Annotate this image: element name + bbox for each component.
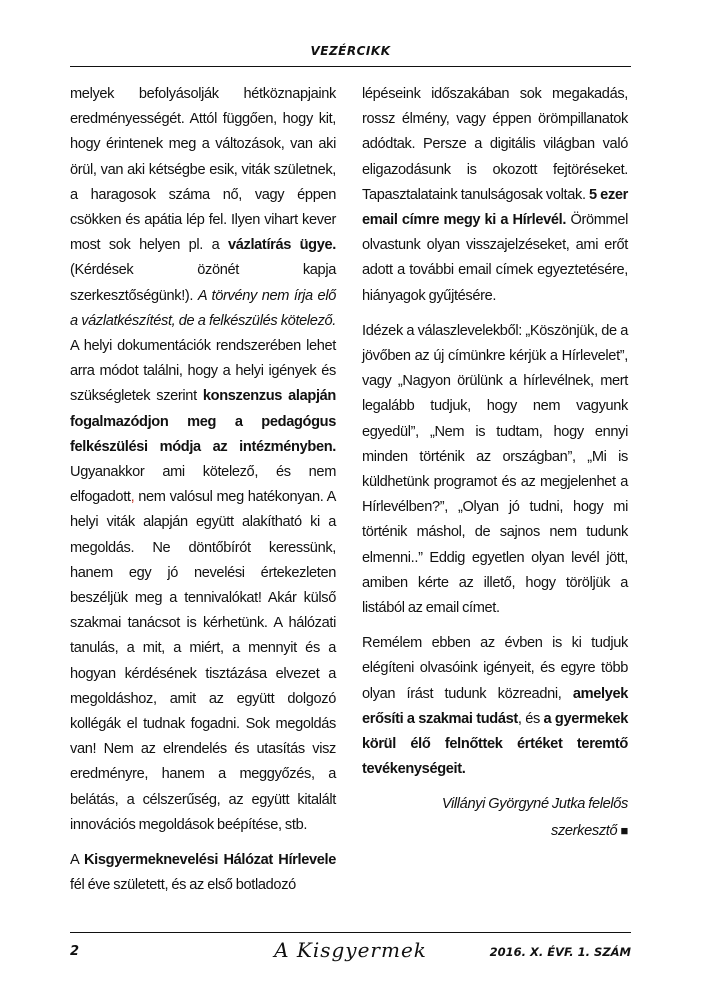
issue-info: 2016. X. ÉVF. 1. SZÁM [489, 945, 631, 959]
text-run: (Kérdések özönét kapja szerkesztőségünk!). [70, 262, 336, 304]
red-comma: , [130, 489, 135, 506]
text-run: nem valósul meg hatékonyan. A helyi viták alapján együtt alakítható ki a megoldás. Ne döntőbírót keressünk, hanem egy jó nevelési értekezleten beszéljük meg a tennivalókat! Akár külső szakmai tanácsot is kérhetünk. A hálózati tanulás, a mit, a miért, a mennyit és a hogyan kérdésének tisztázása elvezet a megoldáshoz, amit az együtt dolgozó kollégák el tudnak fogadni. Sok megoldás van! Nem az elrendelés és utasítás visz eredményre, hanem a meggyőzés, a belátás, a célszerűség, az együtt kitalált innovációs megoldások beépítése, stb. [70, 489, 336, 833]
section-header: VEZÉRCIKK [310, 44, 391, 58]
magazine-title: A Kisgyermek [274, 938, 427, 962]
bold-text: vázlatírás ügye. [227, 237, 336, 254]
text-run: A helyi dokumentációk rendszerében lehet arra módot találni, hogy a helyi igények és szükségletek szerint [70, 338, 336, 405]
bold-text: konszenzus alapján fogalmazódjon meg a pedagógus felkészülési módja az intézményben. [70, 388, 336, 455]
body-paragraph [70, 82, 336, 838]
text-run: Remélem ebben az évben is ki tudjuk elégíteni olvasóink igényeit, és egyre több olyan írást tudunk közreadni, [362, 635, 628, 702]
text-run: lépéseink időszakában sok megakadás, rossz élmény, vagy éppen örömpillanatok adódtak. Persze a digitális világban való eligazodásunk is okozott fejtöréseket. Tapasztalataink tanulságosak voltak. [362, 86, 628, 203]
text-run: melyek befolyásolják hétköznapjaink eredményességét. Attól függően, hogy kit, hogy érintenek meg a változások, van aki örül, van aki kétségbe esik, viták születnek, a haragosok száma nő, vagy éppen csökken és apátia lép fel. Ilyen vihart kever most sok helyen pl. a [70, 86, 336, 254]
body-paragraph: Idézek a válaszlevelekből: „Köszönjük, de a jövőben az új címünkre kérjük a Hírlevelet”, vagy „Nagyon örülünk a hírlevélnek, mert legalább tudjuk, hogy nem vagyunk egyedül”, „Nem is tudtam, hogy ennyi minden történik az országban”, „Mi is küldhetünk programot és az megjelenhet a Hírlevélben?”, „Olyan jó tudni, hogy mi történik máshol, de sajnos nem tudunk elmenni..” Eddig egyetlen olyan levél jött, amiben kérte az illető, hogy töröljük a listából az email címet. [362, 322, 628, 617]
text-run: A [70, 852, 84, 869]
end-mark-icon: ■ [620, 822, 628, 838]
body-paragraph [362, 82, 628, 309]
left-column [70, 82, 336, 899]
text-run: fél éve született, és az első botladozó [70, 877, 296, 894]
signature-line: Villányi Györgyné Jutka felelős [441, 796, 628, 813]
body-paragraph [70, 848, 336, 898]
signature [362, 792, 628, 843]
bold-text: Kisgyermeknevelési Hálózat Hírlevele [83, 852, 336, 869]
bold-text: amelyek erősíti a szakmai tudást [362, 685, 628, 727]
italic-text: A törvény nem írja elő a vázlatkészítést, de a felkészülés kötelező. [70, 287, 336, 329]
text-run: Örömmel olvastunk olyan visszajelzéseket, ami erőt adott a további email címek egyeztetésére, hiányagok gyűjtésére. [362, 212, 628, 304]
page-number: 2 [70, 944, 80, 959]
body-paragraph [362, 631, 628, 782]
header-divider [70, 66, 631, 67]
text-run: , és [517, 710, 544, 727]
bold-text: 5 ezer email címre megy ki a Hírlevél. [362, 186, 628, 229]
footer-divider [70, 932, 631, 933]
bold-text: a gyermekek körül élő felnőttek értéket teremtő tevékenységeit. [362, 710, 629, 778]
text-run: Ugyanakkor ami kötelező, és nem elfogadott [70, 464, 336, 506]
signature-line: szerkesztő [551, 822, 618, 839]
right-column [362, 82, 628, 844]
